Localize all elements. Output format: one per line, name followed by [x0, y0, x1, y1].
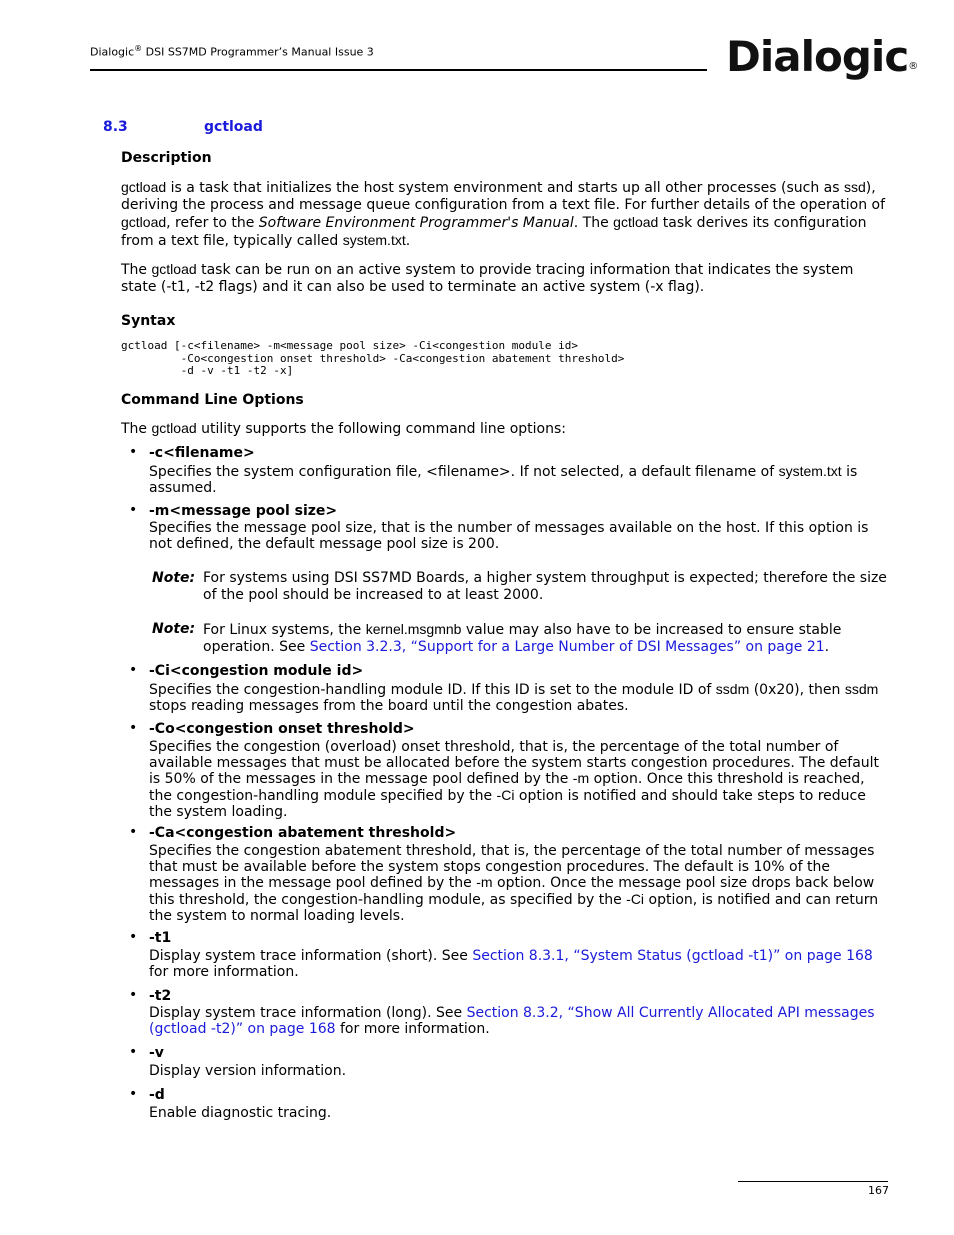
module-name: ssdm — [844, 681, 879, 697]
text-run: , refer to the — [166, 215, 259, 231]
options-intro — [121, 420, 891, 438]
text-run: option. Once this threshold is reached, the congestion-handling module specified by the — [149, 771, 865, 805]
manual-reference: Software Environment Programmer's Manual — [258, 215, 574, 231]
registered-mark: ® — [134, 44, 143, 53]
option-co-description — [149, 740, 891, 821]
file-name: system.txt — [778, 463, 842, 479]
text-run: The — [121, 421, 152, 437]
command-name: gctload — [151, 261, 197, 277]
brand-name: Dialogic — [90, 45, 135, 59]
note-2-label: Note: — [152, 621, 196, 637]
text-run: For Linux systems, the — [203, 622, 366, 638]
option-ca-description — [149, 844, 891, 925]
bullet: • — [129, 1044, 138, 1060]
text-run: Specifies the congestion (overload) onset threshold, that is, the percentage of the total number of available messages that must be allocated before the system starts congestion procedures. The default is 50% of the messages in the message pool defined by the — [149, 739, 880, 788]
option-ca-name: -Ca<congestion abatement threshold> — [149, 825, 457, 841]
option-m-name: -m<message pool size> — [149, 503, 338, 519]
section-link[interactable]: Section 3.2.3, “Support for a Large Number of DSI Messages” on page 21 — [309, 639, 825, 655]
section-link[interactable]: Section 8.3.1, “System Status (gctload -t1)” on page 168 — [472, 948, 873, 964]
option-v-description: Display version information. — [149, 1063, 347, 1079]
text-run: for more information. — [335, 1020, 490, 1037]
text-run: for more information. — [149, 963, 299, 980]
command-name: gctload — [121, 214, 167, 230]
option-t1-name: -t1 — [149, 930, 172, 946]
option-t2-name: -t2 — [149, 988, 172, 1004]
command-name: gctload — [613, 214, 659, 230]
syntax-code — [121, 340, 624, 378]
text-run: utility supports the following command line options: — [196, 421, 566, 437]
syntax-line: -d -v -t1 -t2 -x] — [121, 364, 294, 377]
command-name: gctload — [151, 420, 197, 436]
option-ci-description — [149, 682, 891, 714]
option-reference: -m — [572, 770, 590, 787]
dialogic-logo — [726, 32, 918, 81]
option-reference: -m — [476, 874, 493, 891]
file-name: system.txt — [342, 232, 406, 248]
text-run: Display system trace information (long). See — [149, 1005, 467, 1021]
bullet: • — [129, 987, 138, 1003]
option-m-description: Specifies the message pool size, that is the number of messages available on the host. If this option is not defined, the default message pool size is 200. — [149, 520, 869, 552]
text-run: Specifies the system configuration file, <filename>. If not selected, a default filename of — [149, 464, 779, 480]
text-run: value may also have to be increased to ensure stable operation. See — [203, 622, 842, 655]
text-run: Display system trace information (short). See — [149, 948, 473, 964]
option-d-description: Enable diagnostic tracing. — [149, 1105, 332, 1121]
text-run: Specifies the congestion-handling module ID. If this ID is set to the module ID of — [149, 682, 716, 698]
options-heading: Command Line Options — [121, 392, 304, 408]
page-number: 167 — [868, 1184, 889, 1197]
module-name: ssdm — [715, 681, 750, 697]
manual-title: DSI SS7MD Programmer’s Manual Issue 3 — [142, 45, 374, 59]
bullet: • — [129, 824, 138, 840]
note-2-text — [203, 621, 891, 656]
footer-rule — [738, 1181, 888, 1182]
description-paragraph-2 — [121, 261, 891, 296]
command-name: ssd — [843, 179, 866, 195]
header-rule — [90, 69, 707, 71]
text-run: The — [121, 262, 152, 278]
text-run: Specifies the congestion abatement threshold, that is, the percentage of the total number of messages that must be available before the system stops congestion procedures. The default is 10% of the messages in the message pool defined by the — [149, 843, 875, 892]
syntax-line: -Co<congestion onset threshold> -Ca<congestion abatement threshold> — [121, 351, 625, 365]
logo-text: Dialogic — [726, 32, 909, 81]
option-t2-description — [149, 1006, 891, 1037]
text-run: stops reading messages from the board until the congestion abates. — [149, 697, 629, 714]
description-paragraph-1 — [121, 179, 891, 250]
bullet: • — [129, 1086, 138, 1102]
option-d-name: -d — [149, 1087, 165, 1103]
text-run: . — [824, 639, 830, 655]
text-run: is assumed. — [149, 464, 858, 496]
text-run: task can be run on an active system to provide tracing information that indicates the system state (-t1, -t2 flags) and it can also be used to terminate an active system (-x flag). — [121, 262, 854, 295]
bullet: • — [129, 502, 138, 518]
text-run: task derives its configuration from a text file, typically called — [121, 215, 867, 249]
option-reference: -Ci — [496, 787, 515, 804]
option-c-description — [149, 464, 891, 496]
option-reference: -Ci — [626, 891, 645, 908]
syntax-line: gctload [-c<filename> -m<message pool size> -Ci<congestion module id> — [121, 339, 578, 352]
section-title: gctload — [204, 119, 263, 135]
bullet: • — [129, 662, 138, 678]
text-run: option, is notified and can return the system to normal loading levels. — [149, 892, 879, 924]
command-name: gctload — [121, 179, 167, 195]
document-title — [90, 44, 374, 59]
option-t1-description — [149, 949, 891, 980]
description-heading: Description — [121, 150, 212, 166]
section-link[interactable]: Section 8.3.2, “Show All Currently Allocated API messages (gctload -t2)” on page 168 — [149, 1005, 875, 1037]
option-ci-name: -Ci<congestion module id> — [149, 663, 364, 679]
text-run: option. Once the message pool size drops back below this threshold, the congestion-handling module, as specified by the — [149, 875, 875, 909]
bullet: • — [129, 444, 138, 460]
bullet: • — [129, 720, 138, 736]
note-1-text: For systems using DSI SS7MD Boards, a higher system throughput is expected; therefore the size of the pool should be increased to at least 2000. — [203, 570, 887, 603]
text-run: . — [405, 233, 411, 249]
option-v-name: -v — [149, 1045, 164, 1061]
parameter-name: kernel.msgmnb — [365, 621, 462, 637]
bullet: • — [129, 929, 138, 945]
option-c-name: -c<filename> — [149, 445, 255, 461]
text-run: . The — [573, 215, 614, 231]
section-number: 8.3 — [103, 119, 128, 135]
option-co-name: -Co<congestion onset threshold> — [149, 721, 415, 737]
text-run: is a task that initializes the host system environment and starts up all other processes (such as — [166, 180, 844, 196]
text-run: (0x20), then — [749, 682, 845, 698]
note-1-label: Note: — [152, 570, 196, 586]
text-run: ), deriving the process and message queue configuration from a text file. For further details of the operation of — [121, 180, 886, 213]
syntax-heading: Syntax — [121, 313, 176, 329]
text-run: option is notified and should take steps to reduce the system loading. — [149, 788, 866, 820]
logo-registered-mark: ® — [908, 61, 918, 72]
